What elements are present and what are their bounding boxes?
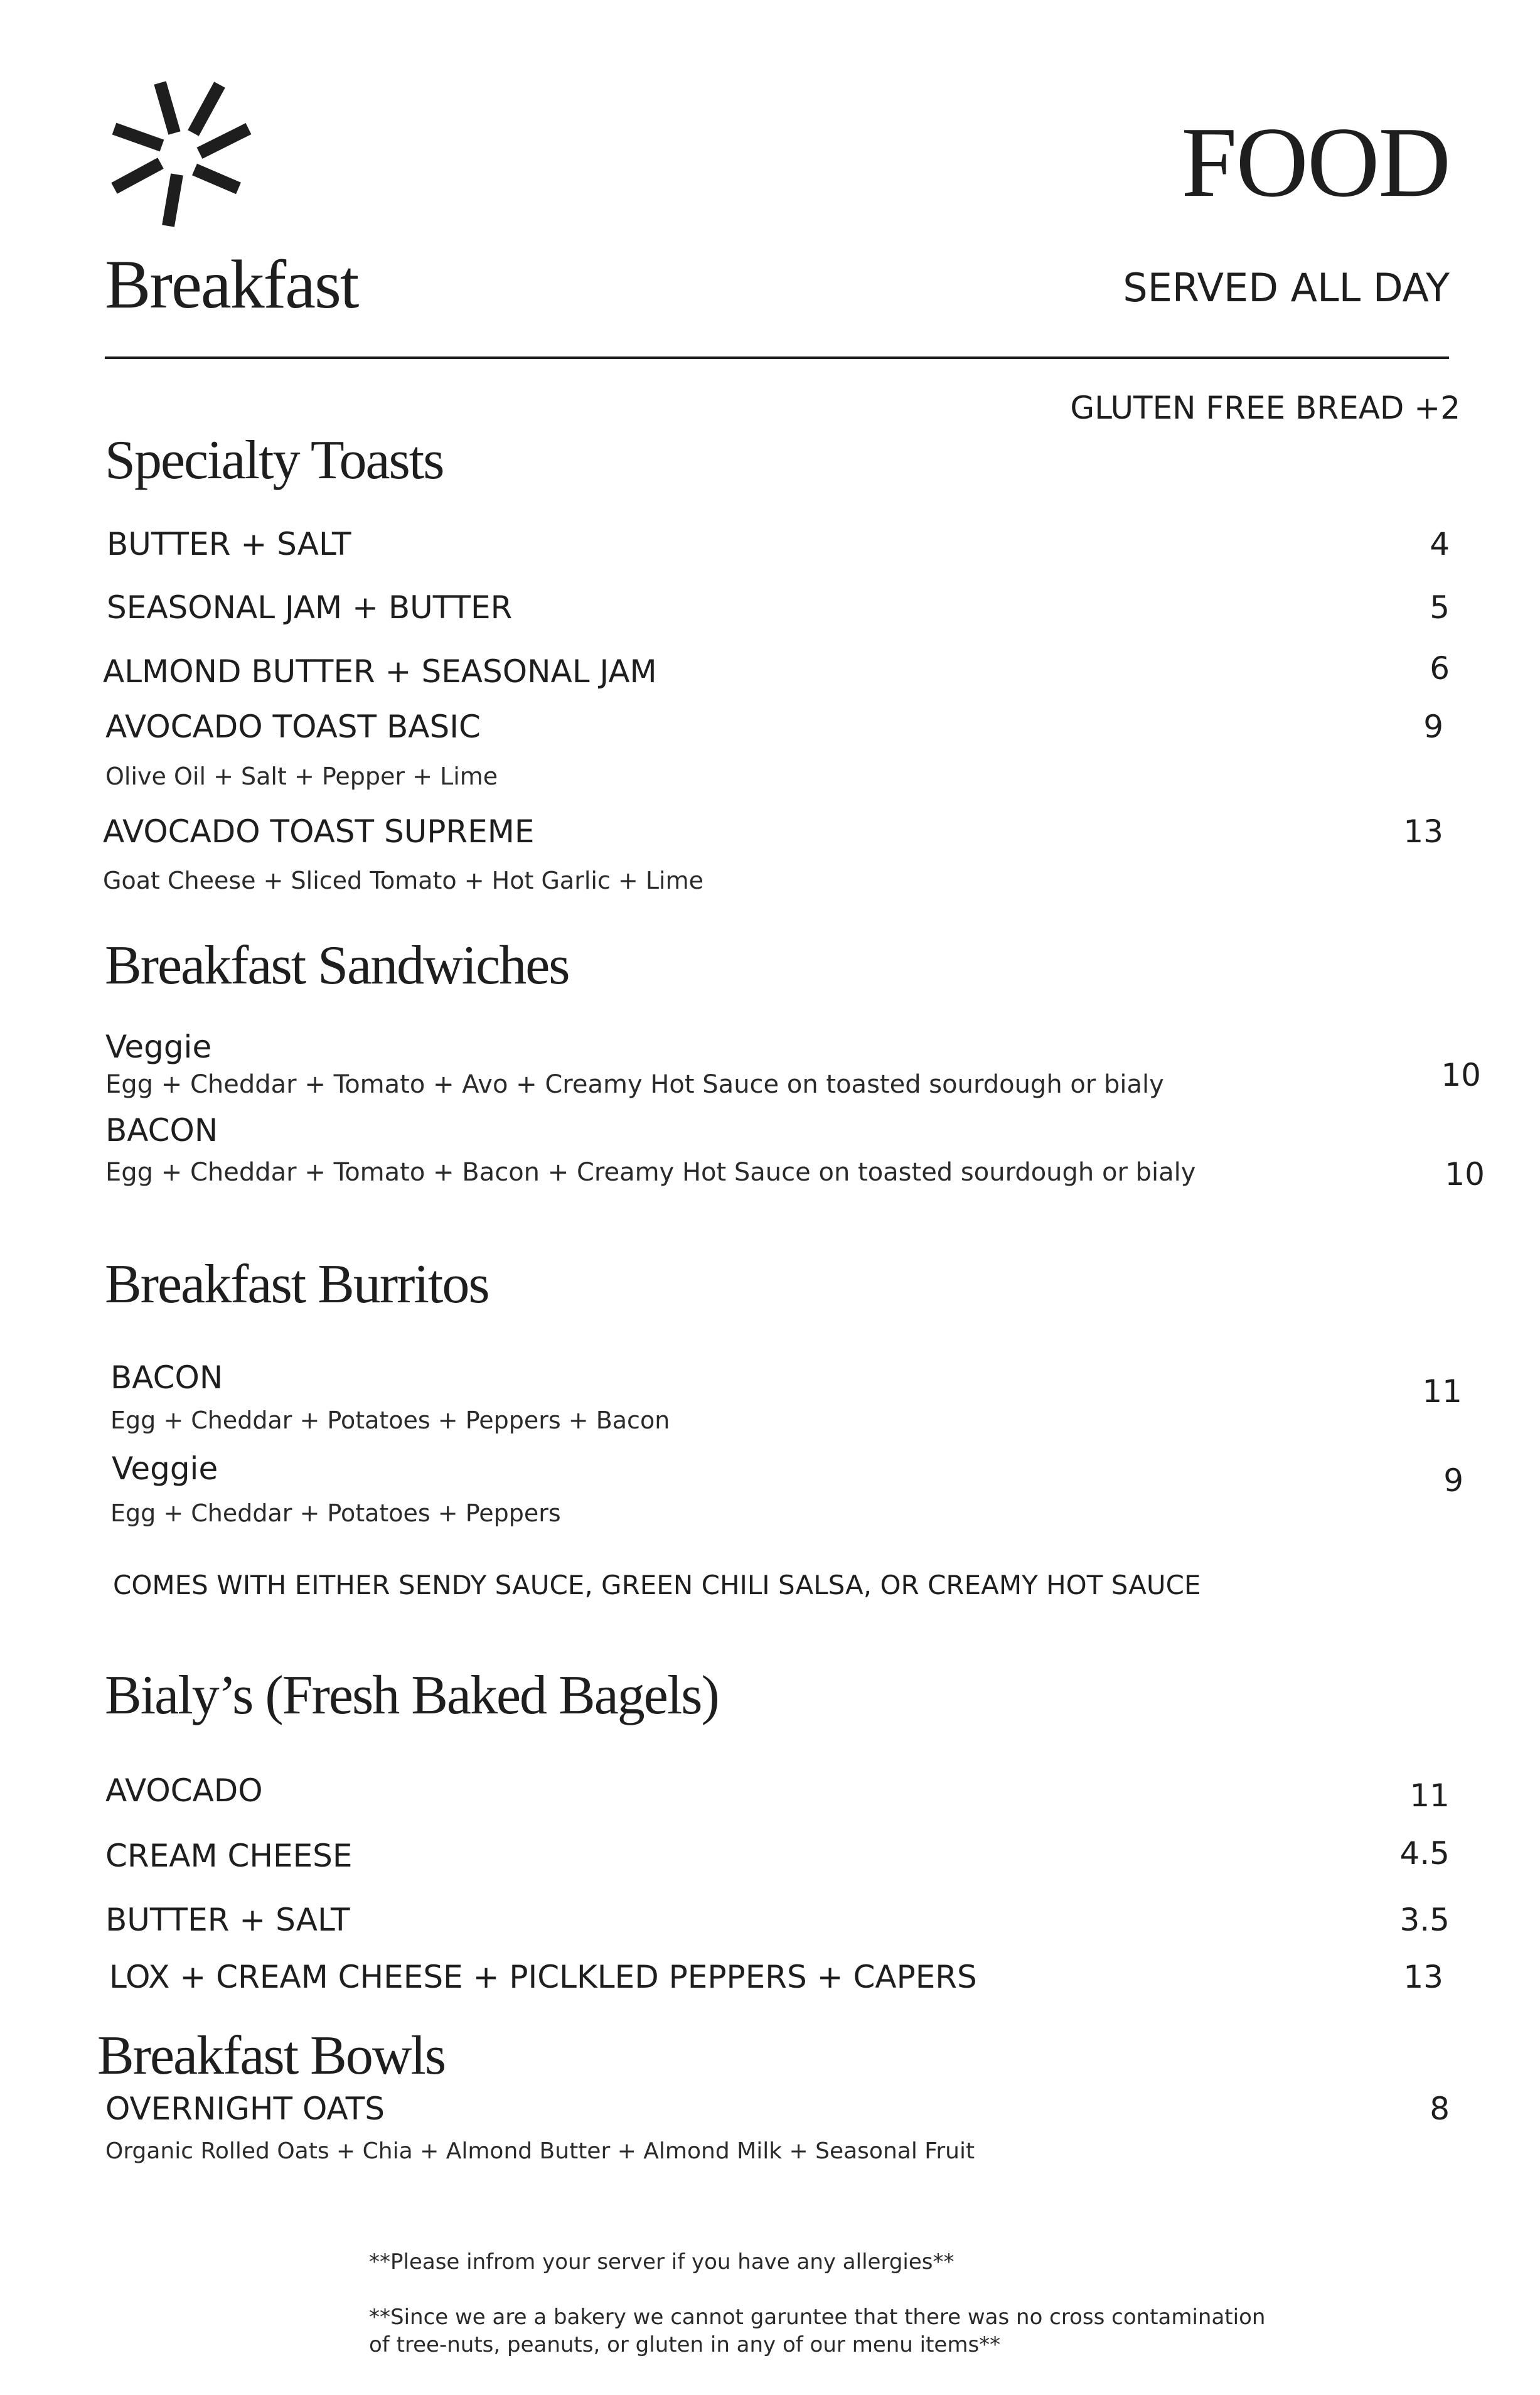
menu-item-name: OVERNIGHT OATS (105, 2091, 385, 2127)
gluten-free-note: GLUTEN FREE BREAD +2 (1070, 390, 1460, 426)
menu-name: Breakfast (105, 246, 358, 323)
page-title: FOOD (1181, 106, 1450, 218)
menu-item-description: Egg + Cheddar + Tomato + Avo + Creamy Hot Sauce on toasted sourdough or bialy (105, 1070, 1164, 1099)
menu-item-name: ALMOND BUTTER + SEASONAL JAM (103, 653, 657, 690)
menu-item-price: 11 (1422, 1373, 1462, 1410)
menu-item-name: BACON (110, 1359, 223, 1396)
menu-item-price: 11 (1409, 1777, 1450, 1814)
menu-item-name: SEASONAL JAM + BUTTER (107, 589, 513, 626)
section-heading-breakfast-sandwiches: Breakfast Sandwiches (105, 935, 569, 996)
menu-item-price: 9 (1443, 1462, 1463, 1499)
menu-item-price: 4 (1430, 526, 1450, 562)
menu-item-name: AVOCADO (105, 1772, 263, 1809)
menu-item-price: 13 (1403, 813, 1443, 850)
menu-item-description: Egg + Cheddar + Potatoes + Peppers + Bacon (110, 1406, 670, 1434)
section-heading-bialys: Bialy’s (Fresh Baked Bagels) (105, 1665, 719, 1726)
header-divider (105, 356, 1449, 359)
menu-item-name: AVOCADO TOAST BASIC (105, 709, 481, 745)
served-all-day: SERVED ALL DAY (1123, 265, 1450, 311)
menu-item-name: Veggie (112, 1450, 218, 1487)
menu-item-price: 6 (1430, 650, 1450, 687)
menu-item-name: LOX + CREAM CHEESE + PICLKLED PEPPERS + CAPERS (109, 1959, 977, 1995)
menu-item-description: Goat Cheese + Sliced Tomato + Hot Garlic + Lime (103, 867, 703, 894)
allergy-note: **Please infrom your server if you have any allergies** (369, 2249, 954, 2274)
sunburst-logo-icon (100, 75, 257, 232)
menu-item-price: 8 (1430, 2091, 1450, 2127)
menu-item-price: 13 (1403, 1959, 1443, 1995)
sauce-note: COMES WITH EITHER SENDY SAUCE, GREEN CHILI SALSA, OR CREAMY HOT SAUCE (113, 1570, 1201, 1600)
menu-item-name: Veggie (105, 1029, 212, 1065)
menu-item-price: 3.5 (1399, 1902, 1450, 1938)
menu-item-name: CREAM CHEESE (105, 1838, 353, 1874)
menu-item-description: Egg + Cheddar + Tomato + Bacon + Creamy Hot Sauce on toasted sourdough or bialy (105, 1158, 1196, 1187)
menu-item-price: 10 (1441, 1057, 1481, 1093)
menu-item-name: BUTTER + SALT (105, 1902, 350, 1938)
menu-item-description: Egg + Cheddar + Potatoes + Peppers (110, 1499, 561, 1527)
section-heading-breakfast-burritos: Breakfast Burritos (105, 1254, 489, 1315)
menu-item-description: Olive Oil + Salt + Pepper + Lime (105, 763, 498, 790)
cross-contamination-note: **Since we are a bakery we cannot garuntee that there was no cross contamination of tree-nuts, peanuts, or gluten in any of our menu items** (369, 2305, 1266, 2358)
menu-item-price: 4.5 (1399, 1835, 1450, 1872)
menu-item-price: 9 (1423, 709, 1443, 745)
section-heading-specialty-toasts: Specialty Toasts (105, 430, 444, 491)
menu-item-price: 10 (1445, 1156, 1485, 1192)
menu-item-name: BUTTER + SALT (107, 526, 351, 562)
menu-item-description: Organic Rolled Oats + Chia + Almond Butter + Almond Milk + Seasonal Fruit (105, 2138, 975, 2164)
menu-item-name: AVOCADO TOAST SUPREME (103, 813, 535, 850)
menu-item-name: BACON (105, 1112, 218, 1149)
menu-item-price: 5 (1430, 589, 1450, 626)
section-heading-breakfast-bowls: Breakfast Bowls (97, 2025, 446, 2086)
